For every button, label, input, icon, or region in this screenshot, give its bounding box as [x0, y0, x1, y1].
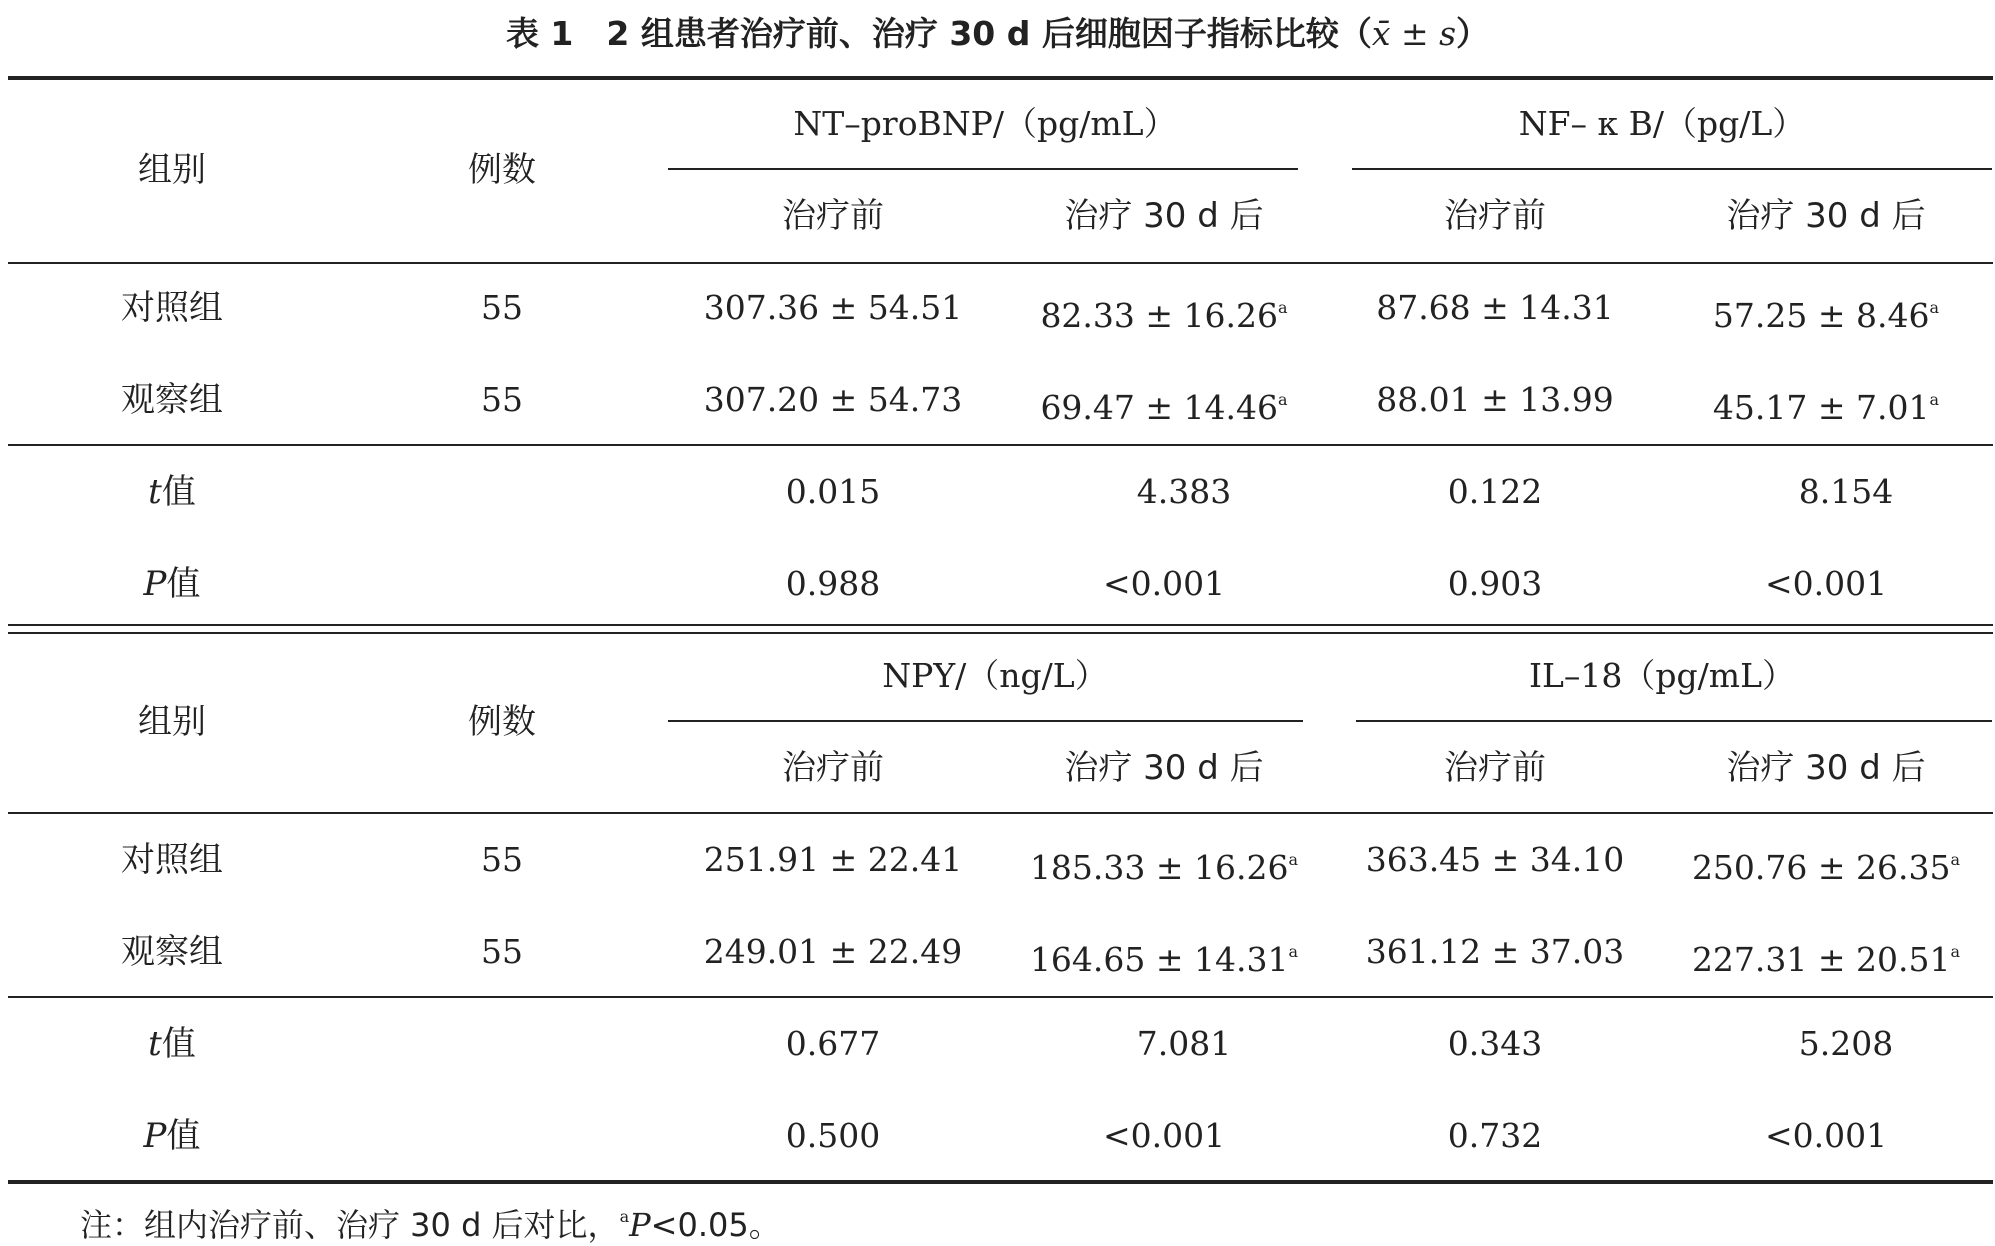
count-cell: 55: [481, 380, 523, 419]
p-value: 0.732: [1447, 1116, 1543, 1155]
subheader-before: 治疗前: [782, 748, 884, 788]
table-title-stat: x̄ ± s: [1371, 14, 1457, 53]
t-value: 0.343: [1447, 1024, 1543, 1063]
group-label: 对照组: [121, 840, 223, 880]
p-value: <0.001: [1764, 1116, 1888, 1155]
significance-mark: a: [1278, 298, 1288, 317]
significance-mark: a: [1278, 390, 1288, 409]
significance-mark: a: [1288, 942, 1299, 961]
p-value: <0.001: [1102, 1116, 1226, 1155]
count-header: 例数: [468, 702, 536, 742]
stats-rule-2: [8, 996, 1993, 998]
table-title-text: 表 1 2 组患者治疗前、治疗 30 d 后细胞因子指标比较（: [505, 14, 1372, 53]
significance-mark: a: [1950, 942, 1961, 961]
count-header: 例数: [468, 150, 536, 190]
significance-mark: a: [1950, 850, 1961, 869]
count-cell: 55: [481, 932, 523, 971]
t-value-label: t值: [148, 1024, 196, 1064]
section-divider: [8, 624, 1993, 634]
indicator-1-underline: [668, 168, 1298, 170]
t-value: 7.081: [1136, 1024, 1232, 1063]
value-cell: 82.33 ± 16.26$^a$: [1040, 296, 1288, 335]
footnote-threshold: <0.05。: [650, 1206, 781, 1244]
p-value: 0.903: [1447, 564, 1543, 603]
value-cell: 250.76 ± 26.35$^a$: [1691, 848, 1961, 887]
t-value: 0.122: [1447, 472, 1543, 511]
significance-mark: a: [1929, 390, 1940, 409]
value-cell: 251.91 ± 22.41: [703, 840, 963, 879]
indicator-header: IL–18（pg/mL）: [1528, 656, 1795, 695]
value-cell: 164.65 ± 14.31$^a$: [1029, 940, 1299, 979]
subheader-before: 治疗前: [1444, 748, 1546, 788]
table-title-close: ）: [1456, 14, 1490, 53]
bottom-rule: [8, 1180, 1993, 1184]
indicator-header: NT–proBNP/（pg/mL）: [793, 104, 1177, 143]
subheader-before: 治疗前: [782, 196, 884, 236]
group-label: 观察组: [121, 932, 223, 972]
value-cell: 307.20 ± 54.73: [703, 380, 963, 419]
value-cell: 45.17 ± 7.01$^a$: [1712, 388, 1940, 427]
subheader-before: 治疗前: [1444, 196, 1546, 236]
t-value: 8.154: [1798, 472, 1894, 511]
p-value-label: P值: [143, 564, 201, 604]
indicator-2-underline: [1352, 168, 1992, 170]
count-cell: 55: [481, 288, 523, 327]
significance-mark: a: [1288, 850, 1299, 869]
value-cell: 69.47 ± 14.46$^a$: [1040, 388, 1288, 427]
footnote-mark: a: [619, 1207, 630, 1226]
table-footnote: [80, 1200, 781, 1246]
value-cell: 249.01 ± 22.49: [703, 932, 963, 971]
t-value: 0.015: [785, 472, 881, 511]
subheader-after: 治疗 30 d 后: [1726, 196, 1926, 236]
top-rule: [8, 76, 1993, 80]
value-cell: 57.25 ± 8.46$^a$: [1712, 296, 1940, 335]
significance-mark: a: [1929, 298, 1940, 317]
value-cell: 307.36 ± 54.51: [703, 288, 963, 327]
subheader-after: 治疗 30 d 后: [1064, 196, 1264, 236]
value-cell: 185.33 ± 16.26$^a$: [1029, 848, 1299, 887]
footnote-p: P: [629, 1206, 651, 1244]
p-value: 0.500: [785, 1116, 881, 1155]
footnote-text: 注：组内治疗前、治疗 30 d 后对比，: [80, 1206, 620, 1244]
subheader-after: 治疗 30 d 后: [1726, 748, 1926, 788]
t-value: 4.383: [1136, 472, 1232, 511]
p-value: <0.001: [1764, 564, 1888, 603]
group-header: 组别: [138, 702, 206, 742]
p-value: <0.001: [1102, 564, 1226, 603]
group-label: 对照组: [121, 288, 223, 328]
header-rule-2: [8, 812, 1993, 814]
indicator-4-underline: [1356, 720, 1992, 722]
table-title: [0, 8, 1995, 55]
value-cell: 88.01 ± 13.99: [1376, 380, 1614, 419]
value-cell: 363.45 ± 34.10: [1365, 840, 1625, 879]
t-value: 0.677: [785, 1024, 881, 1063]
indicator-header: NF– κ B/（pg/L）: [1518, 104, 1806, 143]
value-cell: 87.68 ± 14.31: [1376, 288, 1614, 327]
group-label: 观察组: [121, 380, 223, 420]
p-value-label: P值: [143, 1116, 201, 1156]
group-header: 组别: [138, 150, 206, 190]
p-value: 0.988: [785, 564, 881, 603]
stats-rule: [8, 444, 1993, 446]
indicator-3-underline: [668, 720, 1303, 722]
subheader-after: 治疗 30 d 后: [1064, 748, 1264, 788]
t-value: 5.208: [1798, 1024, 1894, 1063]
value-cell: 227.31 ± 20.51$^a$: [1691, 940, 1961, 979]
count-cell: 55: [481, 840, 523, 879]
t-value-label: t值: [148, 472, 196, 512]
indicator-header: NPY/（ng/L）: [882, 656, 1108, 695]
value-cell: 361.12 ± 37.03: [1365, 932, 1625, 971]
header-rule: [8, 262, 1993, 264]
